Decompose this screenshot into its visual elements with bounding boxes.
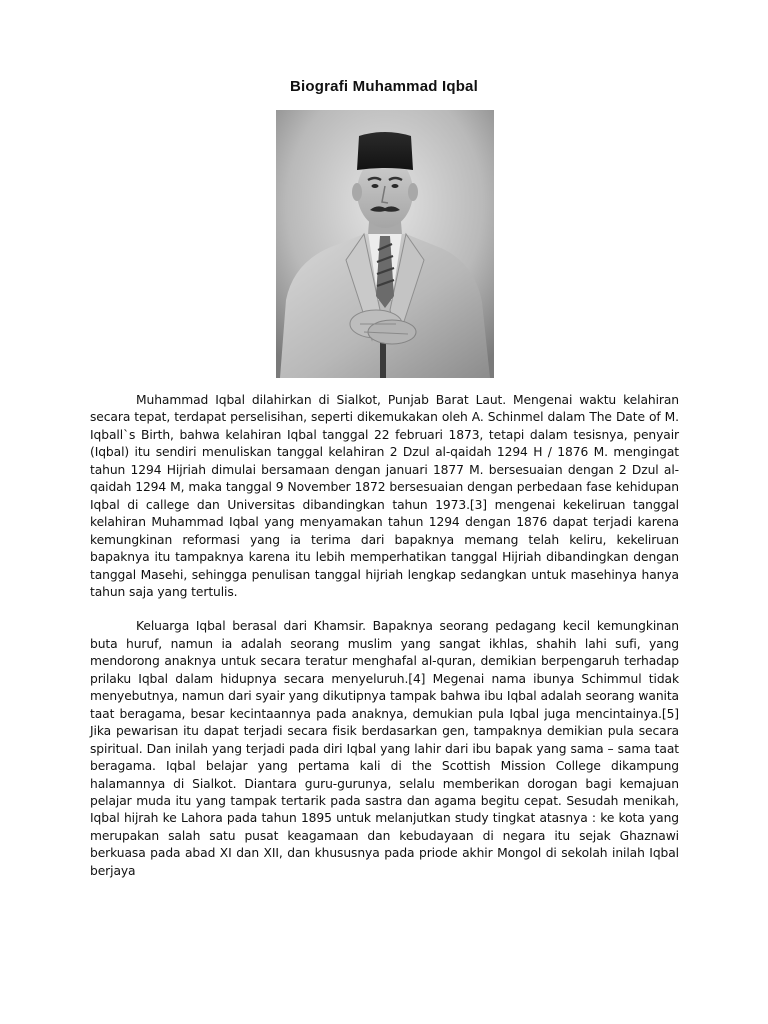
document-title: Biografi Muhammad Iqbal bbox=[290, 78, 478, 95]
document-body bbox=[90, 392, 679, 880]
paragraph-1: Muhammad Iqbal dilahirkan di Sialkot, Punjab Barat Laut. Mengenai waktu kelahiran secara tepat, terdapat perselisihan, seperti dikemukakan oleh A. Schinmel dalam The Date of M. Iqball`s Birth, bahwa kelahiran Iqbal tanggal 22 februari 1873, tetapi dalam tesisnya, penyair (Iqbal) itu sendiri menuliskan tanggal kelahiran 2 Dzul al-qaidah 1294 H / 1876 M. mengingat tahun 1294 Hijriah dimulai bersamaan dengan januari 1877 M. bersesuaian dengan 2 Dzul al-qaidah 1294 M, maka tanggal 9 November 1872 bersesuaian dengan perbedaan fase kehidupan Iqbal di callege dan Universitas dibandingkan tahun 1973.[3] mengenai kekeliruan tanggal kelahiran Muhammad Iqbal yang menyamakan tahun 1294 dengan 1876 dapat terjadi karena kemungkinan reformasi yang ia terima dari bapaknya memang telah keliru, kekeliruan bapaknya itu tampaknya karena itu lebih memperhatikan tanggal Hijriah dibandingkan dengan tanggal Masehi, sehingga penulisan tanggal hijriah lengkap sedangkan untuk masehinya hanya tahun saja yang tertulis. bbox=[90, 393, 679, 599]
portrait-photo bbox=[276, 110, 494, 378]
paragraph-2: Keluarga Iqbal berasal dari Khamsir. Bapaknya seorang pedagang kecil kemungkinan buta huruf, namun ia adalah seorang muslim yang sangat ikhlas, shahih lahi sufi, yang mendorong anaknya untuk secara teratur menghafal al-quran, demikian berpengaruh terhadap prilaku Iqbal dalam hidupnya secara menyeluruh.[4] Megenai nama ibunya Schimmul tidak menyebutnya, namun dari syair yang dikutipnya tampak bahwa ibu Iqbal adalah seorang wanita taat beragama, besar kecintaannya pada anaknya, demukian pula Iqbal juga mencintainya.[5] Jika pewarisan itu dapat terjadi secara fisik berdasarkan gen, tampaknya demikian pula secara spiritual. Dan inilah yang terjadi pada diri Iqbal yang lahir dari ibu bapak yang sama – sama taat beragama. Iqbal belajar yang pertama kali di the Scottish Mission College dikampung halamannya di Sialkot. Diantara guru-gurunya, selalu memberikan dorogan bagi kemajuan pelajar muda itu yang tampak tertarik pada sastra dan agama begitu cepat. Sesudah menikah, Iqbal hijrah ke Lahora pada tahun 1895 untuk melanjutkan study tingkat atasnya : ke kota yang merupakan salah satu pusat keagamaan dan kebudayaan di negara itu sejak Ghaznawi berkuasa pada abad XI dan XII, dan khususnya pada priode akhir Mongol di sekolah inilah Iqbal berjaya bbox=[90, 619, 679, 878]
